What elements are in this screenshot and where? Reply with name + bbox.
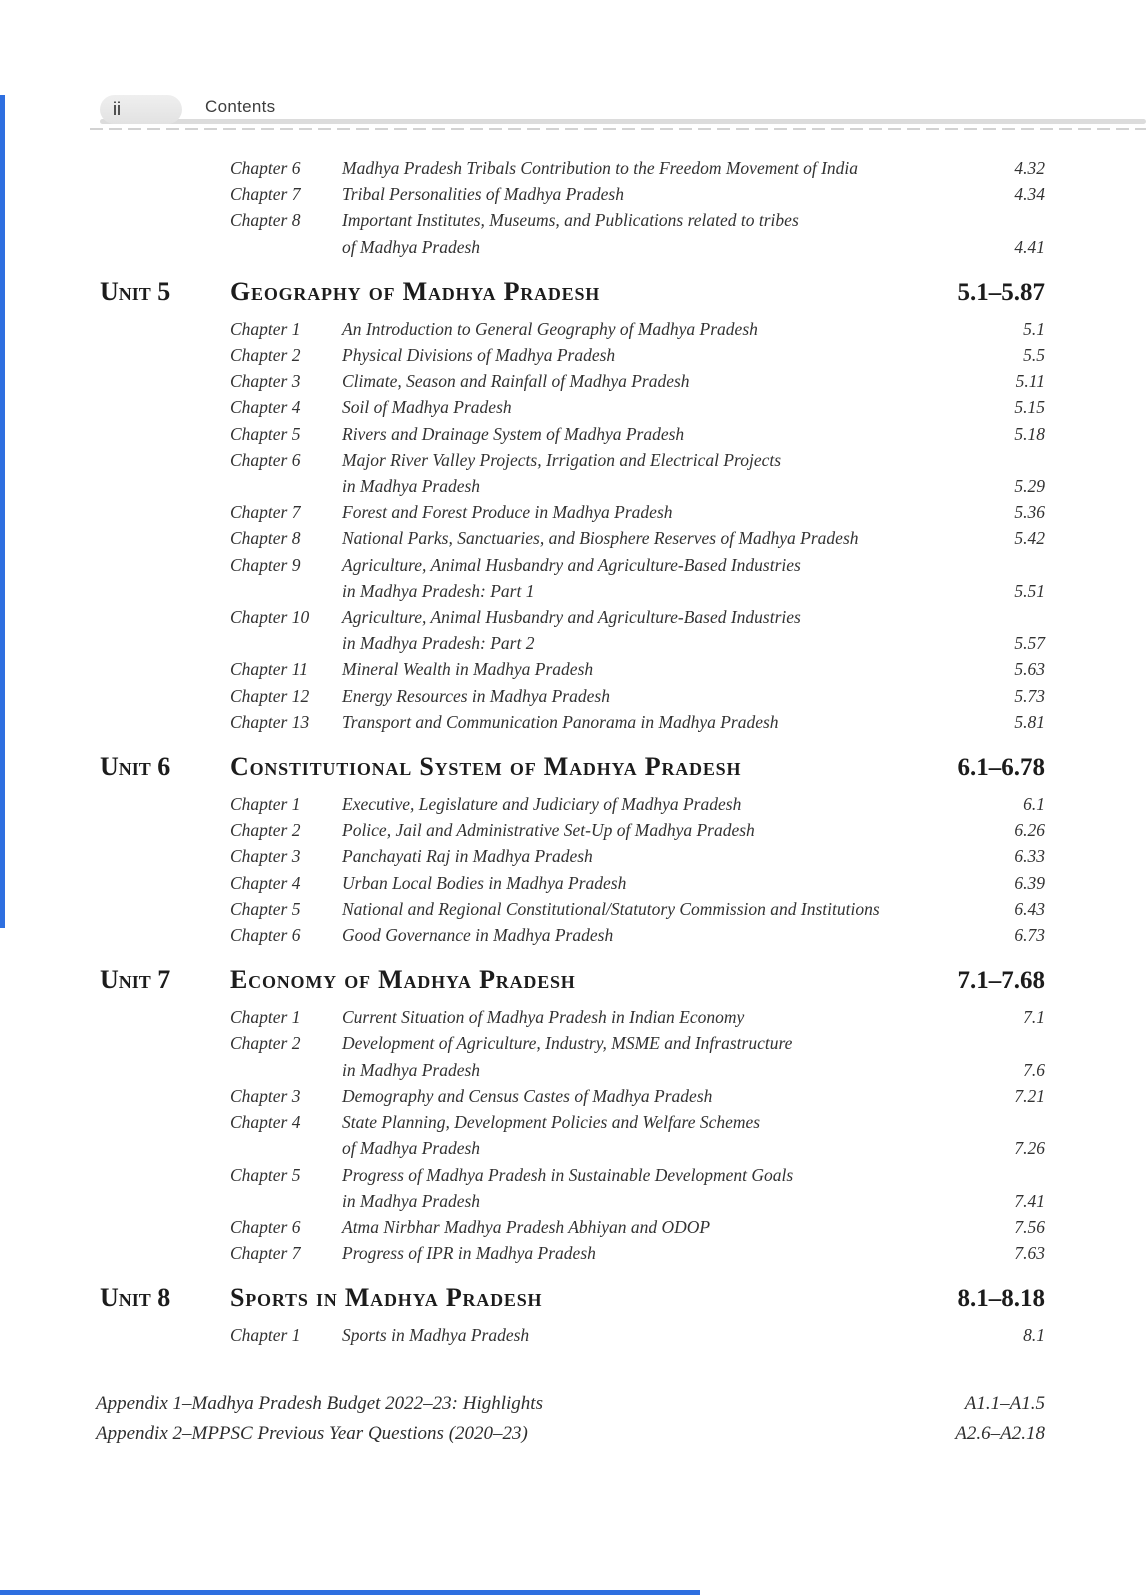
chapter-page-number: 7.63 [1014,1243,1045,1264]
chapter-title: Police, Jail and Administrative Set-Up of Madhya Pradesh [342,820,755,841]
chapter-label: Chapter 9 [230,554,301,575]
chapter-row [100,525,1045,551]
chapter-page-number: 6.1 [1023,794,1045,815]
chapter-row [100,1240,1045,1266]
chapter-label: Chapter 3 [230,371,301,392]
chapter-row [100,368,1045,394]
appendix-title: Appendix 2–MPPSC Previous Year Questions (2020–23) [96,1422,528,1444]
chapter-label: Chapter 1 [230,318,301,339]
chapter-label: Chapter 6 [230,449,301,470]
appendix-title: Appendix 1–Madhya Pradesh Budget 2022–23: Highlights [96,1392,543,1414]
chapter-page-number: 7.6 [1023,1059,1045,1080]
unit-page-range: 7.1–7.68 [957,967,1045,995]
chapter-page-number: 5.36 [1014,502,1045,523]
chapter-row [100,207,1045,233]
chapter-label: Chapter 4 [230,1112,301,1133]
page-number-badge: ii [100,95,182,124]
chapter-label: Chapter 12 [230,685,310,706]
chapter-title: Important Institutes, Museums, and Publications related to tribes [342,210,799,231]
unit-number: Unit 5 [100,276,171,306]
chapter-page-number: 5.18 [1014,423,1045,444]
unit-page-range: 6.1–6.78 [957,754,1045,782]
chapter-title: Transport and Communication Panorama in Madhya Pradesh [342,711,779,732]
chapter-page-number: 5.73 [1014,685,1045,706]
unit-heading [100,277,1045,307]
chapter-title: An Introduction to General Geography of Madhya Pradesh [342,318,758,339]
chapter-title: Madhya Pradesh Tribals Contribution to the Freedom Movement of India [342,158,859,178]
chapter-title: Sports in Madhya Pradesh [342,1325,530,1346]
chapter-label: Chapter 5 [230,1164,301,1185]
chapter-page-number: 4.32 [1014,158,1045,178]
chapter-title: National and Regional Constitutional/Statutory Commission and Institutions [342,898,880,919]
chapter-title: in Madhya Pradesh [342,1190,481,1211]
header-dashed-rule [90,128,1146,130]
chapter-page-number: 8.1 [1023,1325,1045,1346]
appendix-row [96,1389,1045,1419]
chapter-row [100,421,1045,447]
chapter-title: Climate, Season and Rainfall of Madhya Pradesh [342,371,690,392]
chapter-continuation-row [100,1188,1045,1214]
appendix-page-range: A1.1–A1.5 [964,1392,1045,1414]
chapter-page-number: 6.33 [1014,846,1045,867]
appendices [0,1349,1146,1449]
chapter-title: Major River Valley Projects, Irrigation and Electrical Projects [342,449,782,470]
chapter-row [100,1322,1045,1348]
chapter-row [100,817,1045,843]
chapter-page-number: 5.11 [1015,371,1045,392]
chapter-row [100,870,1045,896]
chapter-label: Chapter 6 [230,925,301,946]
chapter-page-number: 6.43 [1014,898,1045,919]
chapter-label: Chapter 5 [230,898,301,919]
chapter-label: Chapter 4 [230,397,301,418]
chapter-row [100,447,1045,473]
chapter-title: Tribal Personalities of Madhya Pradesh [342,184,624,205]
table-of-contents [0,139,1146,1349]
chapter-page-number: 5.63 [1014,659,1045,680]
chapter-title: of Madhya Pradesh [342,236,481,257]
unit-title: Constitutional System of Madhya Pradesh [230,752,742,782]
chapter-page-number: 5.1 [1023,318,1045,339]
chapter-label: Chapter 8 [230,210,301,231]
chapter-label: Chapter 11 [230,659,308,680]
chapter-label: Chapter 2 [230,820,301,841]
chapter-row [100,342,1045,368]
chapter-label: Chapter 7 [230,502,301,523]
left-edge-marker [0,95,5,928]
chapter-label: Chapter 3 [230,846,301,867]
chapter-page-number: 7.26 [1014,1138,1045,1159]
chapter-title: Panchayati Raj in Madhya Pradesh [342,846,593,867]
chapter-page-number: 4.34 [1014,184,1045,205]
chapter-label: Chapter 7 [230,184,301,205]
chapter-label: Chapter 13 [230,711,310,732]
bottom-edge-marker [0,1590,700,1595]
chapter-title: Physical Divisions of Madhya Pradesh [342,345,616,366]
chapter-continuation-row [100,630,1045,656]
appendix-row [96,1419,1045,1449]
chapter-row [100,1214,1045,1240]
chapter-title: Rivers and Drainage System of Madhya Pradesh [342,423,685,444]
chapter-label: Chapter 3 [230,1085,301,1106]
chapter-row [100,656,1045,682]
chapter-title: State Planning, Development Policies and Welfare Schemes [342,1112,761,1133]
chapter-row [100,922,1045,948]
unit-heading [100,965,1045,995]
chapter-row [100,683,1045,709]
unit-number: Unit 8 [100,1283,171,1313]
chapter-title: National Parks, Sanctuaries, and Biosphere Reserves of Madhya Pradesh [342,528,859,549]
chapter-row [100,316,1045,342]
header-rule [100,119,1146,124]
contents-page [0,95,1146,1595]
chapter-title: Progress of IPR in Madhya Pradesh [342,1243,596,1264]
chapter-page-number: 5.51 [1014,580,1045,601]
unit-page-range: 8.1–8.18 [957,1285,1045,1313]
chapter-row [100,552,1045,578]
chapter-title: Executive, Legislature and Judiciary of Madhya Pradesh [342,794,742,815]
chapter-page-number: 7.41 [1014,1190,1045,1211]
chapter-title: Good Governance in Madhya Pradesh [342,925,614,946]
chapter-title: in Madhya Pradesh: Part 1 [342,580,535,601]
chapter-row [100,1083,1045,1109]
chapter-page-number: 7.1 [1023,1007,1045,1028]
unit-number: Unit 6 [100,752,171,782]
chapter-label: Chapter 2 [230,345,301,366]
chapter-row [100,181,1045,207]
chapter-row [100,791,1045,817]
chapter-title: Current Situation of Madhya Pradesh in Indian Economy [342,1007,745,1028]
chapter-label: Chapter 7 [230,1243,301,1264]
chapter-row [100,155,1045,181]
chapter-page-number: 5.57 [1014,633,1045,654]
chapter-page-number: 5.42 [1014,528,1045,549]
chapter-page-number: 6.39 [1014,872,1045,893]
chapter-title: Agriculture, Animal Husbandry and Agriculture-Based Industries [342,607,801,628]
chapter-row [100,843,1045,869]
chapter-row [100,896,1045,922]
chapter-continuation-row [100,1057,1045,1083]
chapter-page-number: 7.21 [1014,1085,1045,1106]
chapter-label: Chapter 10 [230,607,310,628]
header-title: Contents [205,97,276,116]
chapter-row [100,604,1045,630]
chapter-page-number: 5.5 [1023,345,1045,366]
chapter-row [100,1030,1045,1056]
chapter-page-number: 6.73 [1014,925,1045,946]
chapter-row [100,1004,1045,1030]
chapter-continuation-row [100,578,1045,604]
chapter-title: Atma Nirbhar Madhya Pradesh Abhiyan and ODOP [342,1216,711,1237]
chapter-page-number: 5.29 [1014,476,1045,497]
chapter-title: in Madhya Pradesh [342,476,481,497]
chapter-row [100,394,1045,420]
chapter-label: Chapter 1 [230,1007,301,1028]
chapter-page-number: 5.15 [1014,397,1045,418]
unit-page-range: 5.1–5.87 [957,278,1045,306]
chapter-title: Development of Agriculture, Industry, MSME and Infrastructure [342,1033,793,1054]
chapter-label: Chapter 2 [230,1033,301,1054]
chapter-page-number: 4.41 [1014,236,1045,257]
chapter-title: of Madhya Pradesh [342,1138,481,1159]
unit-title: Economy of Madhya Pradesh [230,965,576,995]
chapter-label: Chapter 6 [230,1216,301,1237]
chapter-page-number: 6.26 [1014,820,1045,841]
chapter-title: Mineral Wealth in Madhya Pradesh [342,659,594,680]
chapter-title: in Madhya Pradesh: Part 2 [342,633,535,654]
chapter-label: Chapter 8 [230,528,301,549]
chapter-label: Chapter 1 [230,1325,301,1346]
page-header [0,95,1146,139]
chapter-label: Chapter 4 [230,872,301,893]
unit-number: Unit 7 [100,965,171,995]
unit-title: Sports in Madhya Pradesh [230,1283,543,1313]
chapter-title: Progress of Madhya Pradesh in Sustainable Development Goals [342,1164,794,1185]
chapter-title: Forest and Forest Produce in Madhya Pradesh [342,502,673,523]
chapter-continuation-row [100,1135,1045,1161]
chapter-title: Demography and Census Castes of Madhya Pradesh [342,1085,713,1106]
chapter-continuation-row [100,234,1045,260]
appendix-page-range: A2.6–A2.18 [955,1422,1045,1444]
chapter-label: Chapter 1 [230,794,301,815]
chapter-label: Chapter 5 [230,423,301,444]
unit-heading [100,752,1045,782]
chapter-label: Chapter 6 [230,158,301,178]
unit-heading [100,1283,1045,1313]
chapter-page-number: 5.81 [1014,711,1045,732]
chapter-row [100,709,1045,735]
chapter-title: in Madhya Pradesh [342,1059,481,1080]
chapter-row [100,499,1045,525]
chapter-page-number: 7.56 [1014,1216,1045,1237]
unit-title: Geography of Madhya Pradesh [230,276,601,306]
chapter-title: Urban Local Bodies in Madhya Pradesh [342,872,627,893]
chapter-row [100,1109,1045,1135]
chapter-row [100,1162,1045,1188]
chapter-title: Energy Resources in Madhya Pradesh [342,685,610,706]
chapter-title: Agriculture, Animal Husbandry and Agriculture-Based Industries [342,554,801,575]
chapter-continuation-row [100,473,1045,499]
chapter-title: Soil of Madhya Pradesh [342,397,512,418]
